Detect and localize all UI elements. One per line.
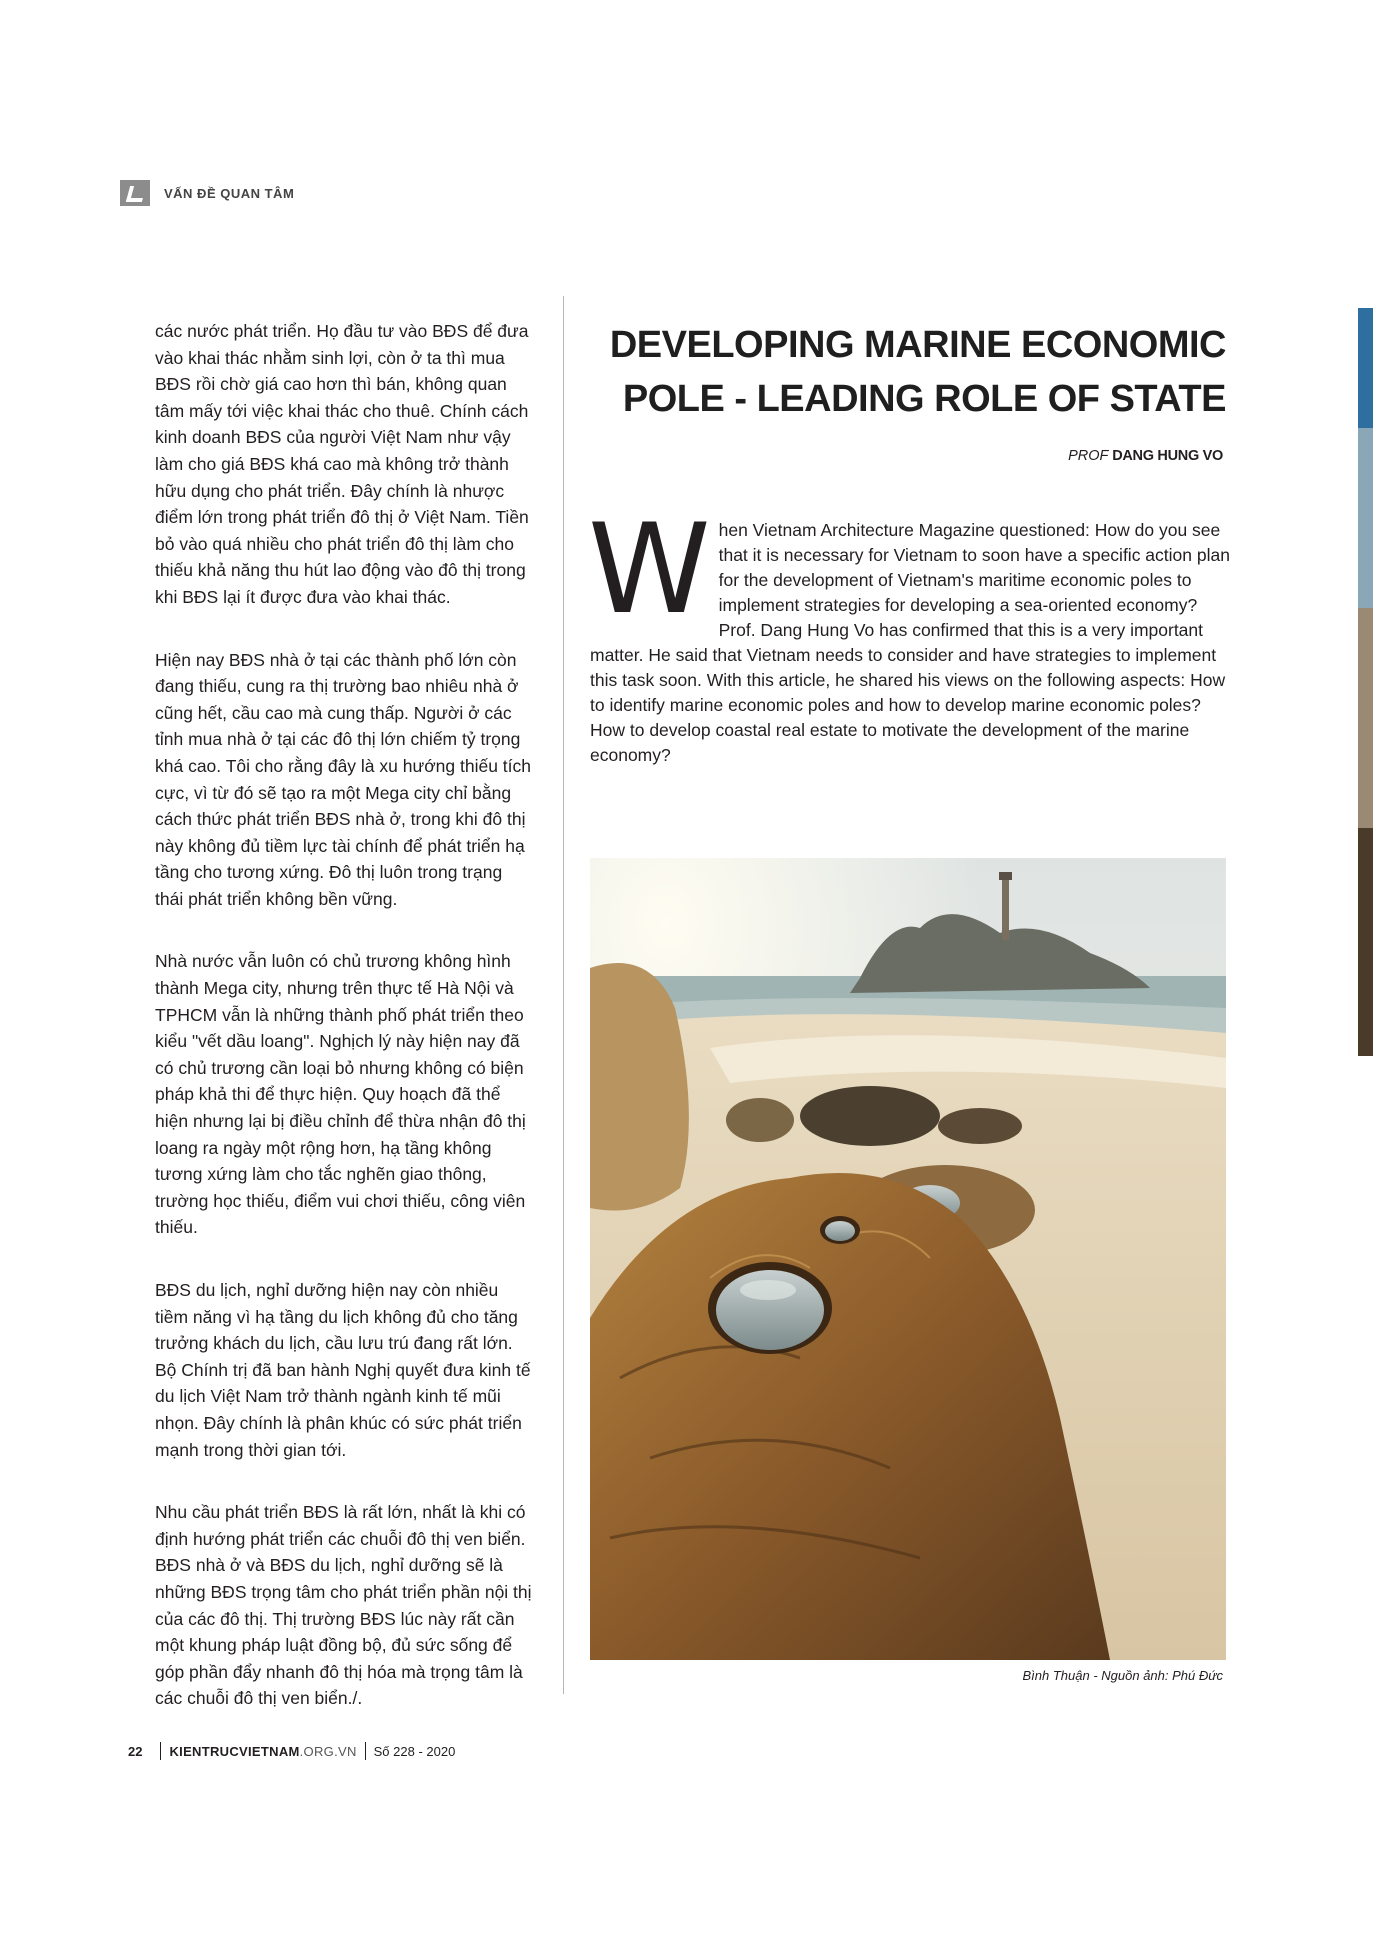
article-intro — [588, 498, 1230, 768]
footer-site-suffix: .ORG.VN — [299, 1743, 357, 1759]
left-paragraph-4: BĐS du lịch, nghỉ dưỡng hiện nay còn nhiều tiềm năng vì hạ tầng du lịch không đủ cho tăng trưởng khách du lịch, cầu lưu trú đang rất lớn. Bộ Chính trị đã ban hành Nghị quyết đưa kinh tế du lịch Việt Nam trở thành ngành kinh tế mũi nhọn. Đây chính là phân khúc có sức phát triển mạnh trong thời gian tới. — [155, 1280, 531, 1460]
left-paragraph-5: Nhu cầu phát triển BĐS là rất lớn, nhất là khi có định hướng phát triển các chuỗi đô thị ven biển. BĐS nhà ở và BĐS du lịch, nghỉ dưỡng sẽ là những BĐS trọng tâm cho phát triển phần nội thị của các đô thị. Thị trường BĐS lúc này rất cần một khung pháp luật đồng bộ, đủ sức sống để góp phần đẩy nhanh đô thị hóa mà trọng tâm là các chuỗi đô thị ven biển./. — [155, 1502, 532, 1709]
issue-number: Số 228 - 2020 — [373, 1743, 456, 1759]
section-mark-icon — [120, 180, 150, 206]
byline — [1068, 448, 1223, 464]
footer-separator — [365, 1742, 366, 1760]
section-label: VẤN ĐỀ QUAN TÂM — [164, 185, 295, 201]
intro-text: hen Vietnam Architecture Magazine questioned: How do you see that it is necessary for Vietnam to soon have a specific action plan for the development of Vietnam's maritime economic poles to implement strategies for developing a sea-oriented economy? Prof. Dang Hung Vo has confirmed that this is a very important matter. He said that Vietnam needs to consider and have strategies to implement this task soon. With this article, he shared his views on the following aspects: How to identify marine economic poles and how to develop marine economic poles? How to develop coastal real estate to motivate the development of the marine economy? — [590, 520, 1230, 765]
article-headline: DEVELOPING MARINE ECONOMIC POLE - LEADING ROLE OF STATE — [609, 324, 1226, 420]
byline-prefix: PROF — [1068, 448, 1109, 464]
left-paragraph-1: các nước phát triển. Họ đầu tư vào BĐS để đưa vào khai thác nhằm sinh lợi, còn ở ta thì mua BĐS rồi chờ giá cao hơn thì bán, không quan tâm mấy tới việc khai thác cho thuê. Chính cách kinh doanh BĐS của người Việt Nam như vậy làm cho giá BĐS khá cao mà không trở thành hữu dụng cho phát triển. Đây chính là nhược điểm lớn trong phát triển đô thị ở Việt Nam. Tiền bỏ vào quá nhiều cho phát triển đô thị làm cho thiếu khả năng thu hút lao động vào đô thị trong khi BĐS lại ít được đưa vào khai thác. — [155, 321, 529, 607]
footer-site — [169, 1744, 356, 1759]
left-paragraph-2: Hiện nay BĐS nhà ở tại các thành phố lớn còn đang thiếu, cung ra thị trường bao nhiêu nhà ở cũng hết, cầu cao mà cung thấp. Người ở các tỉnh mua nhà ở tại các đô thị lớn chiếm tỷ trọng khá cao. Tôi cho rằng đây là xu hướng thiếu tích cực, vì từ đó sẽ tạo ra một Mega city chỉ bằng cách thức phát triển BĐS nhà ở, trong khi đô thị này không đủ tiềm lực tài chính để phát triển hạ tầng cho tương xứng. Đô thị luôn trong trạng thái phát triển không bền vững. — [155, 649, 532, 909]
footer-site-name: KIENTRUCVIETNAM — [169, 1743, 300, 1759]
page-number: 22 — [128, 1743, 143, 1759]
edge-photo-strip — [1358, 308, 1373, 1056]
photo-caption: Bình Thuận - Nguồn ảnh: Phú Đức — [1022, 1668, 1223, 1683]
left-column — [155, 318, 535, 1748]
section-header — [120, 180, 294, 206]
beach-photo — [590, 858, 1226, 1660]
footer-separator — [160, 1742, 161, 1760]
column-divider — [563, 296, 564, 1694]
byline-author: DANG HUNG VO — [1112, 448, 1223, 464]
left-paragraph-3: Nhà nước vẫn luôn có chủ trương không hình thành Mega city, nhưng trên thực tế Hà Nội và TPHCM vẫn là những thành phố phát triển theo kiểu "vết dầu loang". Nghịch lý này hiện nay đã có chủ trương cần loại bỏ nhưng không có biện pháp khả thi để thực hiện. Quy hoạch đã thể hiện nhưng lại bị điều chỉnh để thừa nhận đô thị loang ra ngày một rộng hơn, hạ tầng không tương xứng làm cho tắc nghẽn giao thông, trường học thiếu, điểm vui chơi thiếu, công viên thiếu. — [155, 951, 526, 1238]
page-footer — [128, 1742, 455, 1760]
drop-cap: W — [588, 498, 711, 642]
